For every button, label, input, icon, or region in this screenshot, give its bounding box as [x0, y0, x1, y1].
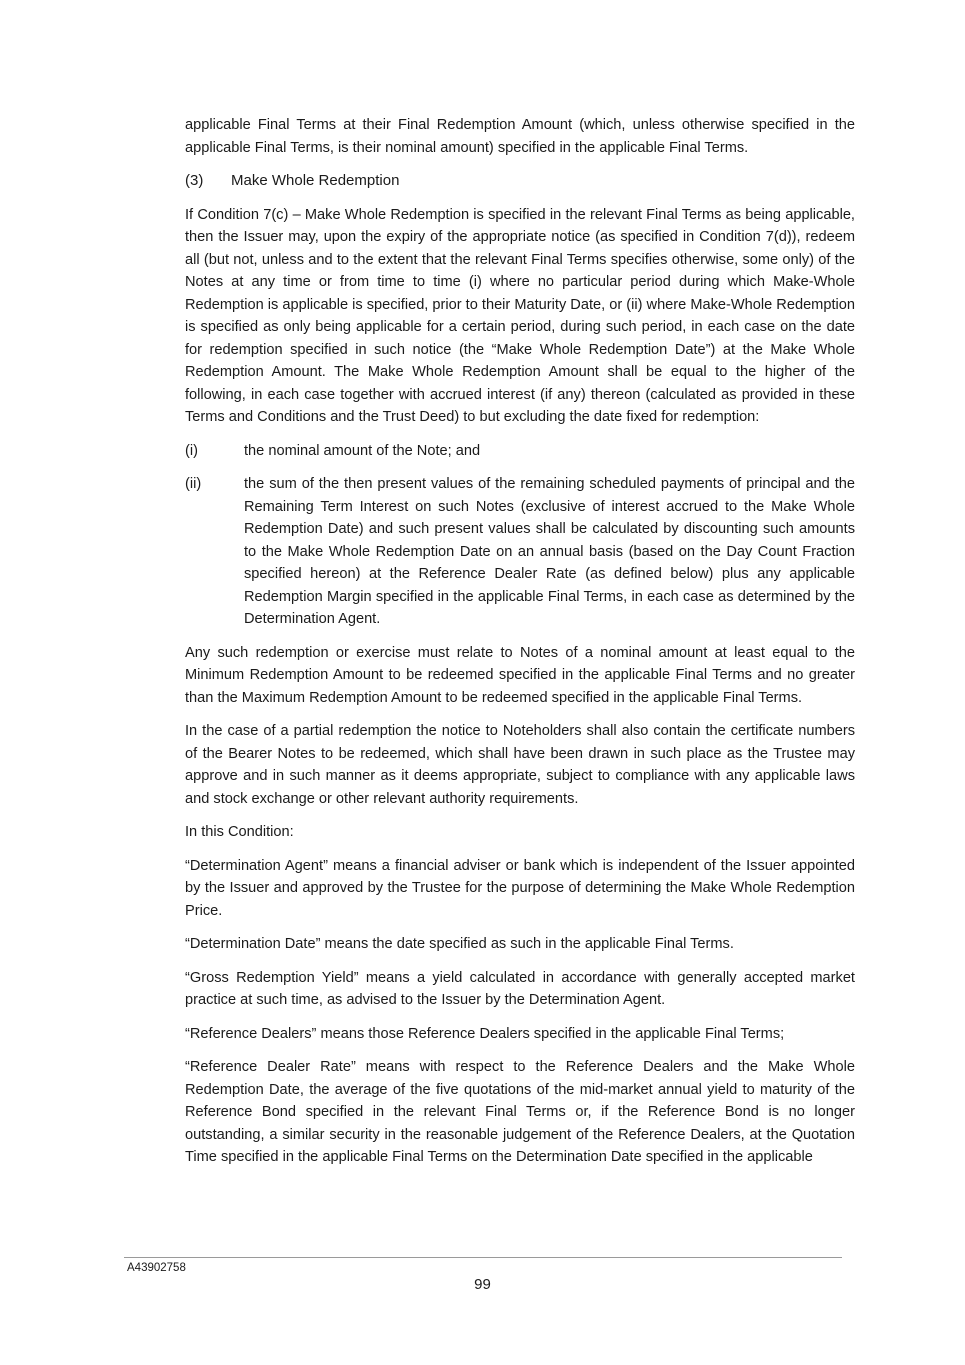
partial-redemption-paragraph: In the case of a partial redemption the notice to Noteholders shall also contain the certificate numbers of the Bearer Notes to be redeemed, which shall have been drawn in such place as the Trustee may approve and in such manner as it deems appropriate, subject to compliance with any applicable laws and stock exchange or other relevant authority requirements. [185, 723, 855, 807]
section-number: (3) [185, 172, 204, 189]
list-item-number: (ii) [185, 476, 202, 492]
list-item [185, 440, 855, 463]
definition-determination-date: “Determination Date” means the date specified as such in the applicable Final Terms. [185, 936, 734, 952]
list-item-text: the nominal amount of the Note; and [244, 442, 481, 459]
list-item-number: (i) [185, 442, 198, 459]
footer-divider [124, 1257, 842, 1258]
definitions-intro: In this Condition: [185, 824, 294, 840]
definition-gross-redemption-yield: “Gross Redemption Yield” means a yield calculated in accordance with generally accepted market practice at such time, as advised to the Issuer by the Determination Agent. [185, 969, 855, 1008]
section-heading [185, 170, 855, 193]
list-item-text: the sum of the then present values of the remaining scheduled payments of principal and the Remaining Term Interest on such Notes (exclusive of interest accrued to the Make Whole Redemption Date) and such present values shall be calculated by discounting such amounts to the Make Whole Redemption Date on an annual basis (based on the Day Count Fraction specified hereon) at the Reference Dealer Rate (as defined below) plus any applicable Redemption Margin specified in the applicable Final Terms, in each case as determined by the Determination Agent. [244, 476, 855, 627]
document-reference: A43902758 [127, 1262, 186, 1274]
document-body [185, 114, 855, 1180]
definition-determination-agent: “Determination Agent” means a financial adviser or bank which is independent of the Issuer appointed by the Issuer and approved by the Trustee for the purpose of determining the Make Whole Redemption Price. [185, 857, 855, 919]
page-number: 99 [474, 1276, 491, 1293]
condition-paragraph: If Condition 7(c) – Make Whole Redemption is specified in the relevant Final Terms as being applicable, then the Issuer may, upon the expiry of the appropriate notice (as specified in Condition 7(d)), redeem all (but not, unless and to the extent that the relevant Final Terms specifies otherwise, some only) of the Notes at any time or from time to time (i) where no particular period during which Make-Whole Redemption is applicable is specified, prior to their Maturity Date, or (ii) where Make-Whole Redemption is specified as only being applicable for a certain period, during such period, in each case on the date for redemption specified in such notice (the “Make Whole Redemption Date”) at the Make Whole Redemption Amount. The Make Whole Redemption Amount shall be equal to the higher of the following, in each case together with accrued interest (if any) thereon (calculated as provided in these Terms and Conditions and the Trust Deed) to but excluding the date fixed for redemption: [185, 206, 855, 425]
definition-reference-dealer-rate: “Reference Dealer Rate” means with respect to the Reference Dealers and the Make Whole Redemption Date, the average of the five quotations of the mid-market annual yield to maturity of the Reference Bond specified in the relevant Final Terms or, if the Reference Bond is no longer outstanding, a similar security in the reasonable judgement of the Reference Dealers, at the Quotation Time specified in the applicable Final Terms on the Determination Date specified in the applicable [185, 1059, 855, 1165]
redemption-limits-paragraph: Any such redemption or exercise must relate to Notes of a nominal amount at least equal to the Minimum Redemption Amount to be redeemed specified in the applicable Final Terms and no greater than the Maximum Redemption Amount to be redeemed specified in the applicable Final Terms. [185, 644, 855, 706]
intro-paragraph: applicable Final Terms at their Final Redemption Amount (which, unless otherwise specified in the applicable Final Terms, is their nominal amount) specified in the applicable Final Terms. [185, 117, 855, 156]
section-title: Make Whole Redemption [231, 172, 400, 189]
list-item [185, 473, 855, 631]
definition-reference-dealers: “Reference Dealers” means those Reference Dealers specified in the applicable Final Terms; [185, 1025, 785, 1042]
